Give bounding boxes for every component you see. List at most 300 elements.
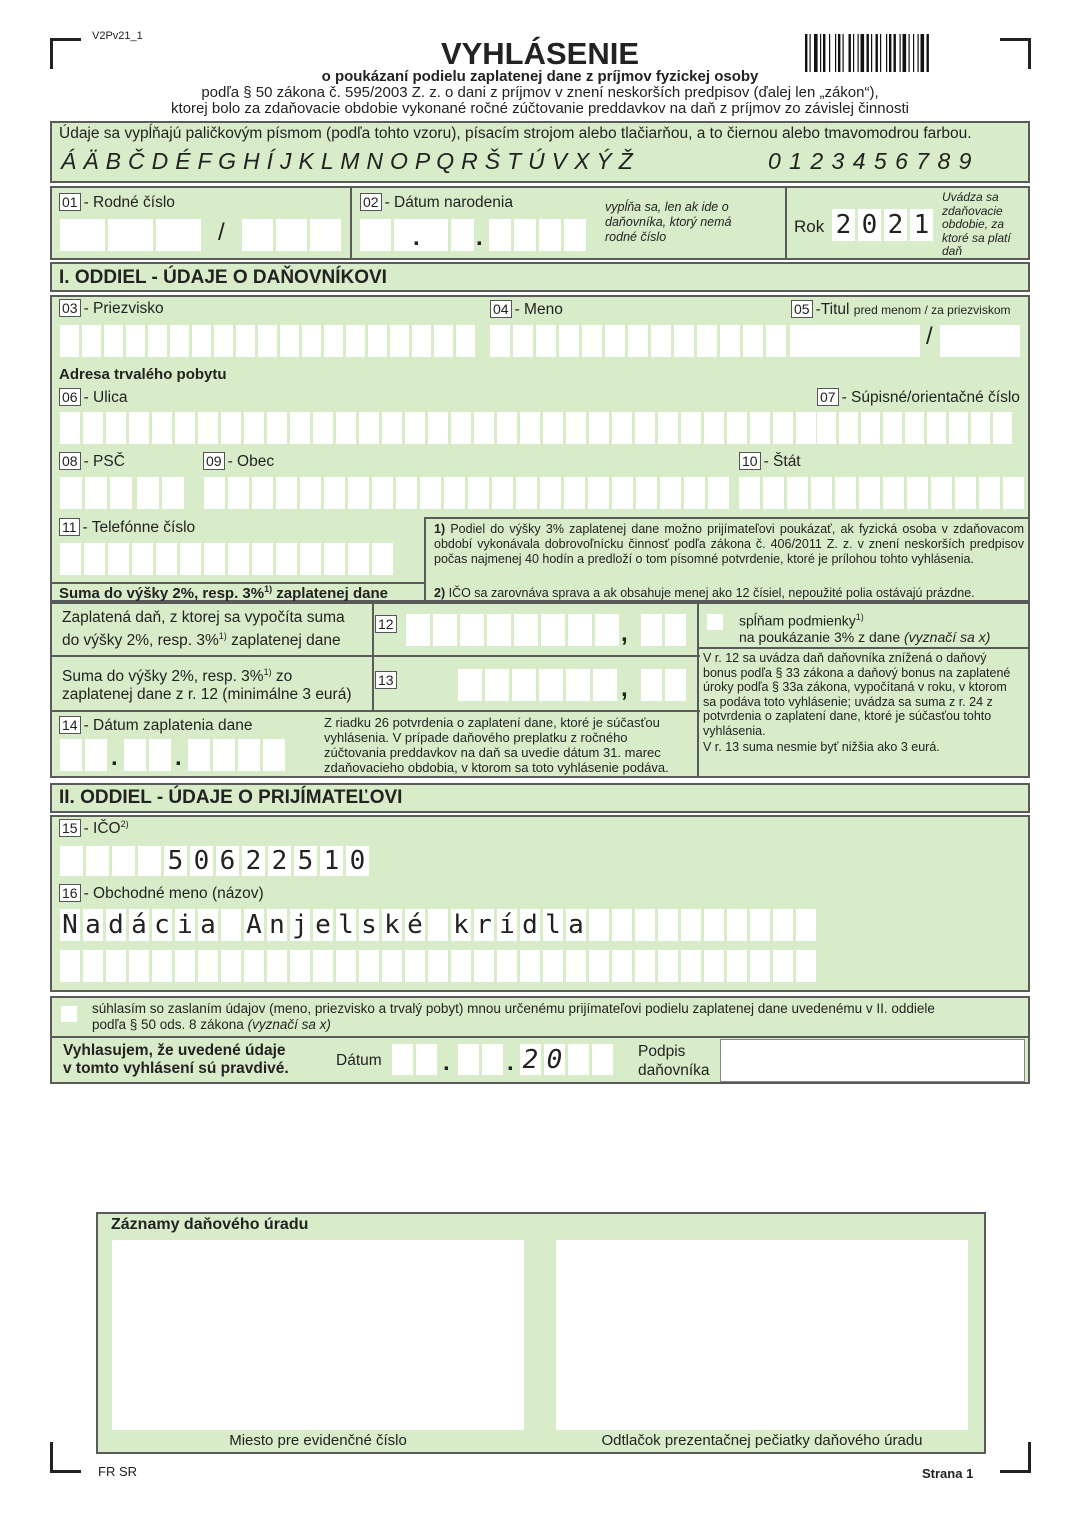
input-cell[interactable]	[589, 412, 609, 444]
input-cell[interactable]	[129, 950, 149, 982]
footer-authority: FR SR	[98, 1464, 137, 1479]
country-input[interactable]	[739, 477, 1024, 509]
input-cell[interactable]	[1003, 477, 1024, 509]
input-cell[interactable]	[487, 614, 511, 646]
input-cell[interactable]	[658, 412, 678, 444]
comma-separator: ,	[621, 620, 628, 647]
input-cell[interactable]	[204, 543, 225, 575]
input-cell[interactable]: 1	[320, 846, 343, 876]
input-cell[interactable]: 6	[216, 846, 239, 876]
input-cell[interactable]: s	[359, 909, 379, 941]
input-cell[interactable]	[468, 477, 489, 509]
input-cell[interactable]: a	[566, 909, 586, 941]
registration-number-area	[112, 1240, 524, 1430]
stamp-label: Odtlačok prezentačnej pečiatky daňového úradu	[601, 1432, 923, 1449]
input-cell[interactable]	[773, 412, 793, 444]
input-cell[interactable]	[536, 325, 556, 357]
input-cell[interactable]	[156, 543, 177, 575]
input-cell[interactable]	[750, 950, 770, 982]
input-cell[interactable]	[743, 325, 763, 357]
input-cell[interactable]: k	[382, 909, 402, 941]
input-cell[interactable]	[681, 909, 701, 941]
year-label: Rok	[794, 217, 825, 236]
form-subtitle: o poukázaní podielu zaplatenej dane z príjmov fyzickej osoby	[321, 68, 759, 85]
input-cell[interactable]	[492, 477, 513, 509]
input-cell[interactable]	[60, 950, 80, 982]
input-cell[interactable]	[198, 412, 218, 444]
input-cell[interactable]	[539, 669, 563, 701]
input-cell[interactable]	[949, 412, 968, 444]
input-cell[interactable]: 2	[242, 846, 265, 876]
input-cell[interactable]	[931, 477, 952, 509]
input-cell[interactable]: i	[175, 909, 195, 941]
input-cell[interactable]	[796, 950, 816, 982]
input-cell[interactable]	[497, 412, 517, 444]
input-cell[interactable]	[727, 412, 747, 444]
birth-date-year[interactable]	[489, 219, 586, 251]
input-cell[interactable]: d	[520, 909, 540, 941]
input-cell[interactable]	[651, 325, 671, 357]
field-06-label: 06 - Ulica	[59, 388, 128, 407]
footnote-2: 2) IČO sa zarovnáva sprava a ak obsahuje menej ako 12 čísiel, nepoužité polia ostávajú prázdne.	[434, 586, 975, 600]
payment-date-year[interactable]	[188, 739, 285, 771]
footnote-1: 1) Podiel do výšky 3% zaplatenej dane možno prijímateľovi poukázať, ak fyzická osoba v zdaňovacom období vykonávala dobrovoľnícku činnosť podľa zákona č. 406/2011 Z. z. v znení neskorších predpisov počas najmenej 40 hodín a predloží o tom písomné potvrdenie, ktoré je prílohou tohto vyhlásenia.	[434, 522, 1024, 566]
input-cell[interactable]	[129, 412, 149, 444]
input-cell[interactable]	[324, 543, 345, 575]
input-cell[interactable]	[540, 477, 561, 509]
field-04-label: 04 - Meno	[490, 300, 563, 319]
input-cell[interactable]	[543, 950, 563, 982]
input-cell[interactable]	[86, 846, 109, 876]
input-cell[interactable]	[221, 909, 241, 941]
input-cell[interactable]	[543, 412, 563, 444]
input-cell[interactable]	[955, 477, 976, 509]
input-cell[interactable]	[582, 325, 602, 357]
input-cell[interactable]	[750, 909, 770, 941]
field-10-label: 10 - Štát	[739, 452, 801, 471]
form-code: V2Pv21_1	[92, 30, 143, 42]
input-cell[interactable]	[612, 412, 632, 444]
input-cell[interactable]	[979, 477, 1000, 509]
input-cell[interactable]	[720, 325, 740, 357]
input-cell[interactable]	[228, 477, 249, 509]
field-13-label: Suma do výšky 2%, resp. 3%$^{1)}$ zo zaplatenej dane z r. 12 (minimálne 3 eurá)	[62, 667, 352, 704]
field-08-label: 08 - PSČ	[59, 452, 125, 471]
input-cell[interactable]	[708, 477, 729, 509]
input-cell[interactable]	[276, 543, 297, 575]
input-cell[interactable]	[636, 477, 657, 509]
input-cell[interactable]	[520, 950, 540, 982]
sample-letters: Á Ä B Č D É F G H Í J K L M N O P Q R Š T Ú V X Ý Ž	[61, 148, 634, 174]
input-cell[interactable]	[516, 477, 537, 509]
divider	[424, 517, 426, 602]
input-cell[interactable]	[138, 846, 161, 876]
input-cell[interactable]	[60, 325, 79, 357]
input-cell[interactable]: e	[313, 909, 333, 941]
input-cell[interactable]	[267, 950, 287, 982]
form-title: VYHLÁSENIE	[440, 36, 640, 71]
first-name-input[interactable]	[490, 325, 786, 357]
input-cell[interactable]	[658, 909, 678, 941]
input-cell[interactable]	[428, 950, 448, 982]
input-cell[interactable]	[180, 543, 201, 575]
input-cell[interactable]	[132, 543, 153, 575]
input-cell[interactable]	[839, 412, 858, 444]
divider	[697, 602, 699, 778]
input-cell[interactable]	[324, 325, 343, 357]
tax-paid-input[interactable]	[406, 614, 619, 646]
divider	[697, 647, 1030, 649]
input-cell[interactable]	[368, 325, 387, 357]
input-cell[interactable]	[859, 477, 880, 509]
input-cell[interactable]	[520, 412, 540, 444]
input-cell[interactable]	[612, 950, 632, 982]
input-cell[interactable]	[589, 909, 609, 941]
input-cell[interactable]: r	[474, 909, 494, 941]
input-cell[interactable]: 2	[268, 846, 291, 876]
input-cell[interactable]	[485, 669, 509, 701]
input-cell[interactable]	[372, 543, 393, 575]
input-cell[interactable]	[106, 412, 126, 444]
input-cell[interactable]	[628, 325, 648, 357]
input-cell[interactable]	[82, 325, 101, 357]
phone-input[interactable]	[60, 543, 393, 575]
input-cell[interactable]	[514, 614, 538, 646]
input-cell[interactable]	[665, 614, 686, 646]
signature-field[interactable]	[720, 1039, 1025, 1082]
input-cell[interactable]	[456, 325, 475, 357]
declaration: Vyhlasujem, že uvedené údaje v tomto vyhlásení sú pravdivé.	[63, 1042, 289, 1077]
input-cell[interactable]	[559, 325, 579, 357]
r13-note: V r. 13 suma nesmie byť nižšia ako 3 eurá.	[703, 740, 940, 754]
input-cell[interactable]	[704, 909, 724, 941]
input-cell[interactable]	[348, 543, 369, 575]
input-cell[interactable]	[302, 325, 321, 357]
input-cell[interactable]: l	[543, 909, 563, 941]
input-cell[interactable]: á	[129, 909, 149, 941]
input-cell[interactable]	[612, 477, 633, 509]
input-cell[interactable]: a	[198, 909, 218, 941]
input-cell[interactable]	[787, 477, 808, 509]
input-cell[interactable]	[359, 412, 379, 444]
input-cell[interactable]	[665, 669, 686, 701]
input-cell[interactable]	[704, 950, 724, 982]
input-cell[interactable]	[204, 477, 225, 509]
input-cell[interactable]	[405, 412, 425, 444]
title-after-input[interactable]	[940, 325, 1020, 357]
payment-date-day[interactable]	[60, 739, 107, 771]
input-cell[interactable]	[148, 325, 167, 357]
input-cell[interactable]	[905, 412, 924, 444]
house-number-input[interactable]	[817, 412, 1012, 444]
input-cell[interactable]: é	[405, 909, 425, 941]
input-cell[interactable]	[883, 477, 904, 509]
postal-code-input-b[interactable]	[137, 477, 184, 509]
input-cell[interactable]	[434, 325, 453, 357]
street-input[interactable]	[60, 412, 816, 444]
barcode	[805, 34, 967, 72]
input-cell[interactable]	[83, 950, 103, 982]
input-cell[interactable]	[313, 950, 333, 982]
input-cell[interactable]	[460, 614, 484, 646]
input-cell[interactable]	[175, 950, 195, 982]
input-cell[interactable]	[420, 477, 441, 509]
input-cell[interactable]	[85, 477, 107, 509]
year-input[interactable]: 2 0 2 1	[832, 209, 933, 241]
amount-input[interactable]	[458, 669, 617, 701]
input-cell[interactable]	[750, 412, 770, 444]
input-cell[interactable]	[861, 412, 880, 444]
footer-page: Strana 1	[922, 1466, 974, 1481]
input-cell[interactable]	[228, 543, 249, 575]
input-cell[interactable]	[568, 614, 592, 646]
input-cell[interactable]: 5	[294, 846, 317, 876]
input-cell[interactable]	[641, 669, 662, 701]
input-cell[interactable]	[658, 950, 678, 982]
input-cell[interactable]	[214, 325, 233, 357]
input-cell[interactable]: N	[60, 909, 80, 941]
input-cell[interactable]	[490, 325, 510, 357]
section-2-title: II. ODDIEL - ÚDAJE O PRIJÍMATEĽOVI	[59, 787, 403, 808]
date-year-input[interactable]: 2 0	[520, 1044, 613, 1075]
input-cell[interactable]	[175, 412, 195, 444]
input-cell[interactable]	[313, 412, 333, 444]
input-cell[interactable]	[252, 543, 273, 575]
input-cell[interactable]	[727, 950, 747, 982]
input-cell[interactable]	[359, 950, 379, 982]
input-cell[interactable]	[324, 477, 345, 509]
condition-checkbox[interactable]	[707, 614, 723, 630]
input-cell[interactable]	[428, 412, 448, 444]
input-cell[interactable]	[474, 950, 494, 982]
input-cell[interactable]	[588, 477, 609, 509]
input-cell[interactable]	[595, 614, 619, 646]
input-cell[interactable]	[162, 477, 184, 509]
input-cell[interactable]	[605, 325, 625, 357]
field-02-label: 02 - Dátum narodenia	[360, 193, 513, 212]
input-cell[interactable]	[244, 950, 264, 982]
input-cell[interactable]	[773, 909, 793, 941]
signature-label: Podpis daňovníka	[638, 1043, 710, 1079]
input-cell[interactable]	[83, 412, 103, 444]
input-cell[interactable]	[198, 950, 218, 982]
field-09-label: 09 - Obec	[203, 452, 274, 471]
input-cell[interactable]	[474, 412, 494, 444]
input-cell[interactable]	[106, 950, 126, 982]
input-cell[interactable]	[170, 325, 189, 357]
input-cell[interactable]	[766, 325, 786, 357]
birth-date-month[interactable]	[425, 219, 474, 251]
field-11-label: 11 - Telefónne číslo	[59, 518, 195, 537]
input-cell[interactable]	[612, 909, 632, 941]
input-cell[interactable]	[406, 614, 430, 646]
surname-input[interactable]	[60, 325, 475, 357]
input-cell[interactable]	[444, 477, 465, 509]
input-cell[interactable]	[635, 950, 655, 982]
form-subtitle-2: podľa § 50 zákona č. 595/2003 Z. z. o dani z príjmov v znení neskorších predpisov (ďalej len „zákon“),	[201, 84, 879, 101]
field-05-label: 05 -Titul pred menom / za priezviskom	[791, 300, 1011, 319]
divider	[50, 1036, 1030, 1038]
input-cell[interactable]	[336, 950, 356, 982]
input-cell[interactable]	[290, 412, 310, 444]
input-cell[interactable]	[593, 669, 617, 701]
birth-number-input-a[interactable]	[60, 219, 201, 251]
input-cell[interactable]	[796, 909, 816, 941]
input-cell[interactable]: k	[451, 909, 471, 941]
field-12-label: Zaplatená daň, z ktorej sa vypočíta suma do výšky 2%, resp. 3%$^{1)}$ zaplatenej dane	[62, 609, 345, 650]
corner-mark-br	[1000, 1442, 1031, 1473]
consent-checkbox[interactable]	[61, 1006, 77, 1022]
input-cell[interactable]	[236, 325, 255, 357]
consent-text: súhlasím so zaslaním údajov (meno, priezvisko a trvalý pobyt) mnou určenému prijímateľovi podielu zaplatenej dane uvedenému v II. oddiele podľa § 50 ods. 8 zákona (vyznačí sa x)	[92, 1001, 935, 1032]
input-cell[interactable]	[244, 412, 264, 444]
input-cell[interactable]	[280, 325, 299, 357]
input-cell[interactable]	[739, 477, 760, 509]
title-before-input[interactable]	[790, 325, 920, 357]
input-cell[interactable]	[681, 412, 701, 444]
input-cell[interactable]	[835, 477, 856, 509]
input-cell[interactable]	[697, 325, 717, 357]
input-cell[interactable]	[817, 412, 836, 444]
input-cell[interactable]	[60, 412, 80, 444]
input-cell[interactable]	[681, 950, 701, 982]
input-cell[interactable]	[152, 412, 172, 444]
input-cell[interactable]	[635, 909, 655, 941]
input-cell[interactable]: a	[83, 909, 103, 941]
input-cell[interactable]	[433, 614, 457, 646]
comma-separator: ,	[621, 675, 628, 702]
input-cell[interactable]	[927, 412, 946, 444]
input-cell[interactable]	[513, 325, 533, 357]
input-cell[interactable]	[126, 325, 145, 357]
input-cell[interactable]	[458, 669, 482, 701]
input-cell[interactable]	[704, 412, 724, 444]
input-cell[interactable]	[267, 412, 287, 444]
r12-note: V r. 12 sa uvádza daň daňovníka znížená o daňový bonus podľa § 33 zákona a daňový bonus na zaplatené úroky podľa § 33a zákona, vypočítaná v roku, v ktorom sa podáva toto vyhlásenie; uvádza sa suma z r. 24 z potvrdenia o zaplatení dane, ktoré je súčasťou tohto vyhlásenia.	[703, 651, 1011, 738]
input-cell[interactable]	[300, 477, 321, 509]
input-cell[interactable]	[372, 477, 393, 509]
input-cell[interactable]	[104, 325, 123, 357]
input-cell[interactable]	[137, 477, 159, 509]
input-cell[interactable]	[674, 325, 694, 357]
input-cell[interactable]: d	[106, 909, 126, 941]
input-cell[interactable]	[512, 669, 536, 701]
input-cell[interactable]	[541, 614, 565, 646]
field-16-label: 16 - Obchodné meno (názov)	[59, 884, 264, 903]
input-cell[interactable]	[589, 950, 609, 982]
input-cell[interactable]	[773, 950, 793, 982]
input-cell[interactable]	[635, 412, 655, 444]
input-cell[interactable]	[396, 477, 417, 509]
input-cell[interactable]	[112, 846, 135, 876]
input-cell[interactable]: c	[152, 909, 172, 941]
input-cell[interactable]	[382, 412, 402, 444]
input-cell[interactable]	[221, 412, 241, 444]
input-cell[interactable]	[258, 325, 277, 357]
input-cell[interactable]	[451, 950, 471, 982]
input-cell[interactable]: l	[336, 909, 356, 941]
input-cell[interactable]	[564, 477, 585, 509]
input-cell[interactable]	[497, 950, 517, 982]
input-cell[interactable]	[883, 412, 902, 444]
payment-date-month[interactable]	[124, 739, 171, 771]
input-cell[interactable]	[993, 412, 1012, 444]
input-cell[interactable]	[192, 325, 211, 357]
business-name-input-line-2[interactable]	[60, 950, 816, 982]
input-cell[interactable]: 5	[164, 846, 187, 876]
ico-input[interactable]	[60, 846, 369, 876]
tax-paid-cents[interactable]	[641, 614, 686, 646]
input-cell[interactable]	[84, 543, 105, 575]
input-cell[interactable]	[566, 412, 586, 444]
divider	[350, 186, 352, 260]
input-cell[interactable]	[451, 412, 471, 444]
input-cell[interactable]	[566, 669, 590, 701]
input-cell[interactable]	[346, 325, 365, 357]
input-cell[interactable]	[382, 950, 402, 982]
input-cell[interactable]	[907, 477, 928, 509]
input-cell[interactable]	[110, 477, 132, 509]
form-subtitle-3: ktorej bolo za zdaňovacie obdobie vykonané ročné zúčtovanie preddavkov na daň z príjmov zo závislej činnosti	[171, 100, 909, 117]
input-cell[interactable]	[390, 325, 409, 357]
date-month-input[interactable]	[458, 1044, 503, 1075]
year-note: Uvádza sa zdaňovacie obdobie, za ktoré sa platí daň	[942, 190, 1011, 258]
input-cell[interactable]	[763, 477, 784, 509]
birth-number-input-b[interactable]	[242, 219, 341, 251]
input-cell[interactable]	[412, 325, 431, 357]
amount-cents[interactable]	[641, 669, 686, 701]
input-cell[interactable]: 0	[346, 846, 369, 876]
business-name-input-line-1[interactable]	[60, 909, 816, 941]
input-cell[interactable]	[252, 477, 273, 509]
input-cell[interactable]	[152, 950, 172, 982]
input-cell[interactable]	[60, 543, 81, 575]
input-cell[interactable]	[684, 477, 705, 509]
city-input[interactable]	[204, 477, 729, 509]
input-cell[interactable]	[60, 477, 82, 509]
input-cell[interactable]	[796, 412, 816, 444]
slash-separator: /	[218, 219, 225, 246]
dot: .	[507, 1049, 514, 1076]
input-cell[interactable]	[336, 412, 356, 444]
input-cell[interactable]	[60, 846, 83, 876]
input-cell[interactable]: í	[497, 909, 517, 941]
input-cell[interactable]: n	[267, 909, 287, 941]
input-cell[interactable]	[348, 477, 369, 509]
input-cell[interactable]	[566, 950, 586, 982]
input-cell[interactable]: j	[290, 909, 310, 941]
input-cell[interactable]	[811, 477, 832, 509]
input-cell[interactable]	[660, 477, 681, 509]
input-cell[interactable]	[108, 543, 129, 575]
input-cell[interactable]	[641, 614, 662, 646]
input-cell[interactable]	[300, 543, 321, 575]
input-cell[interactable]	[727, 909, 747, 941]
input-cell[interactable]	[971, 412, 990, 444]
input-cell[interactable]	[276, 477, 297, 509]
input-cell[interactable]	[221, 950, 241, 982]
date-day-input[interactable]	[392, 1044, 437, 1075]
field-01-label: 01 - Rodné číslo	[59, 193, 175, 212]
input-cell[interactable]	[290, 950, 310, 982]
input-cell[interactable]: A	[244, 909, 264, 941]
input-cell[interactable]	[405, 950, 425, 982]
dot: .	[443, 1049, 450, 1076]
field-12-num: 12	[375, 615, 400, 634]
input-cell[interactable]	[428, 909, 448, 941]
input-cell[interactable]: 0	[190, 846, 213, 876]
postal-code-input-a[interactable]	[60, 477, 132, 509]
